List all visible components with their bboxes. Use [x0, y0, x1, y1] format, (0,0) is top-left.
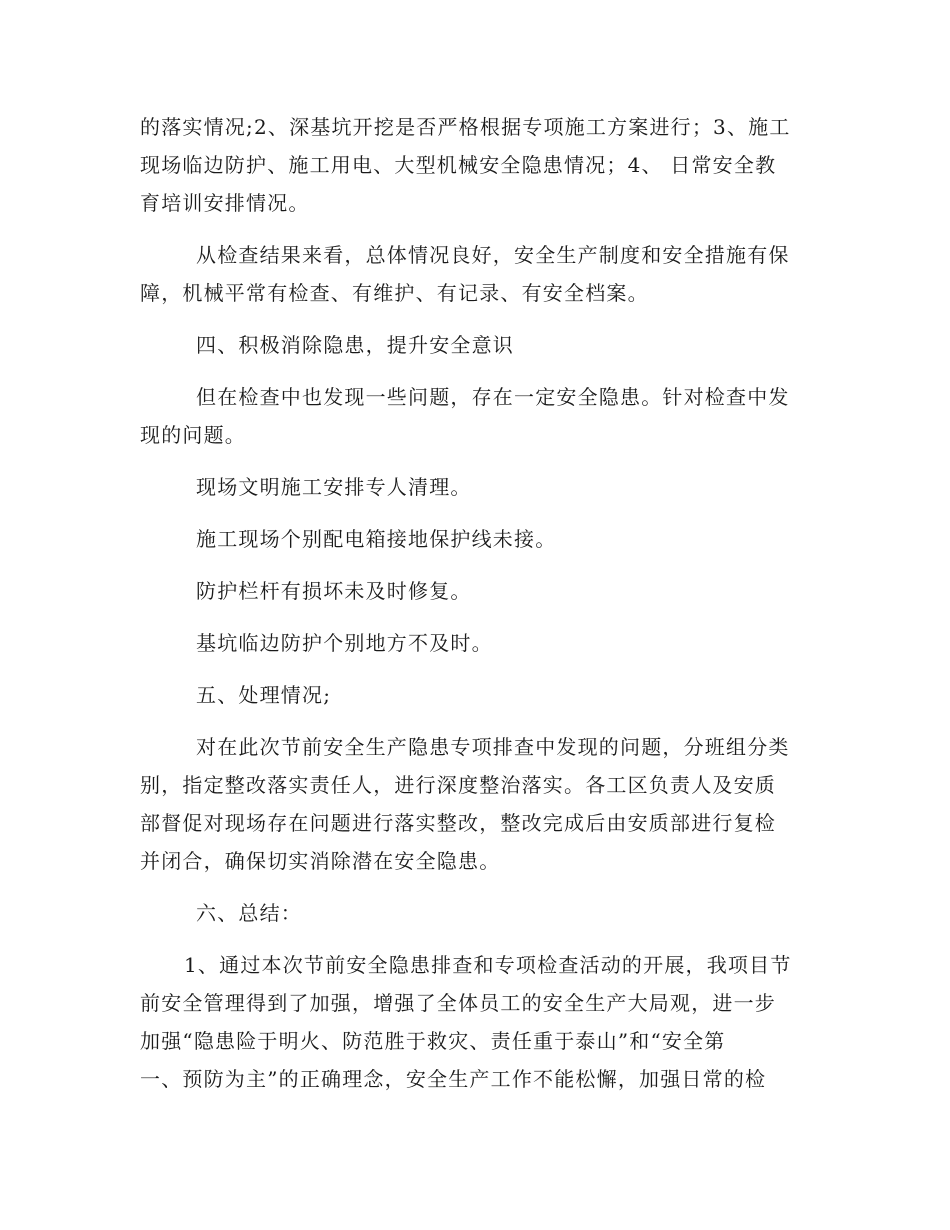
text-line: 施工现场个别配电箱接地保护线未接。	[196, 527, 557, 551]
text-line: 防护栏杆有损坏未及时修复。	[196, 579, 472, 603]
heading-text: 四、积极消除隐患，提升安全意识	[196, 333, 514, 357]
text-line: 并闭合，确保切实消除潜在安全隐患。	[140, 849, 501, 873]
text-line: 加强“隐患险于明火、防范胜于救灾、责任重于泰山”和“安全第	[140, 1029, 726, 1053]
paragraph	[140, 108, 810, 222]
list-item	[140, 572, 810, 610]
document-body	[140, 108, 810, 1098]
paragraph	[140, 728, 810, 880]
text-line: 育培训安排情况。	[140, 191, 310, 215]
section-heading	[140, 326, 810, 364]
section-heading	[140, 676, 810, 714]
heading-text: 五、处理情况;	[196, 683, 332, 707]
text-line: 但在检查中也发现一些问题，存在一定安全隐患。针对检查中发	[196, 385, 790, 409]
text-line: 现的问题。	[140, 423, 246, 447]
text-line: 对在此次节前安全生产隐患专项排查中发现的问题，分班组分类	[196, 735, 790, 759]
text-line: 基坑临边防护个别地方不及时。	[196, 631, 493, 655]
paragraph	[140, 946, 810, 1098]
text-line: 的落实情况;2、深基坑开挖是否严格根据专项施工方案进行；3、施工	[140, 115, 791, 139]
text-line: 一、预防为主”的正确理念，安全生产工作不能松懈，加强日常的检	[140, 1067, 767, 1091]
text-line: 部督促对现场存在问题进行落实整改，整改完成后由安质部进行复检	[140, 811, 776, 835]
text-line: 障，机械平常有检查、有维护、有记录、有安全档案。	[140, 281, 649, 305]
text-line: 前安全管理得到了加强，增强了全体员工的安全生产大局观，进一步	[140, 991, 776, 1015]
text-line: 现场临边防护、施工用电、大型机械安全隐患情况；4、 日常安全教	[140, 153, 777, 177]
list-item	[140, 520, 810, 558]
list-item	[140, 624, 810, 662]
paragraph	[140, 378, 810, 454]
text-line: 现场文明施工安排专人清理。	[196, 475, 472, 499]
text-line: 别，指定整改落实责任人，进行深度整治落实。各工区负责人及安质	[140, 773, 776, 797]
paragraph	[140, 236, 810, 312]
text-line: 从检查结果来看，总体情况良好，安全生产制度和安全措施有保	[196, 243, 790, 267]
text-line: 1、通过本次节前安全隐患排查和专项检查活动的开展，我项目节	[184, 953, 792, 977]
section-heading	[140, 894, 810, 932]
list-item	[140, 468, 810, 506]
heading-text: 六、总结：	[196, 901, 302, 925]
